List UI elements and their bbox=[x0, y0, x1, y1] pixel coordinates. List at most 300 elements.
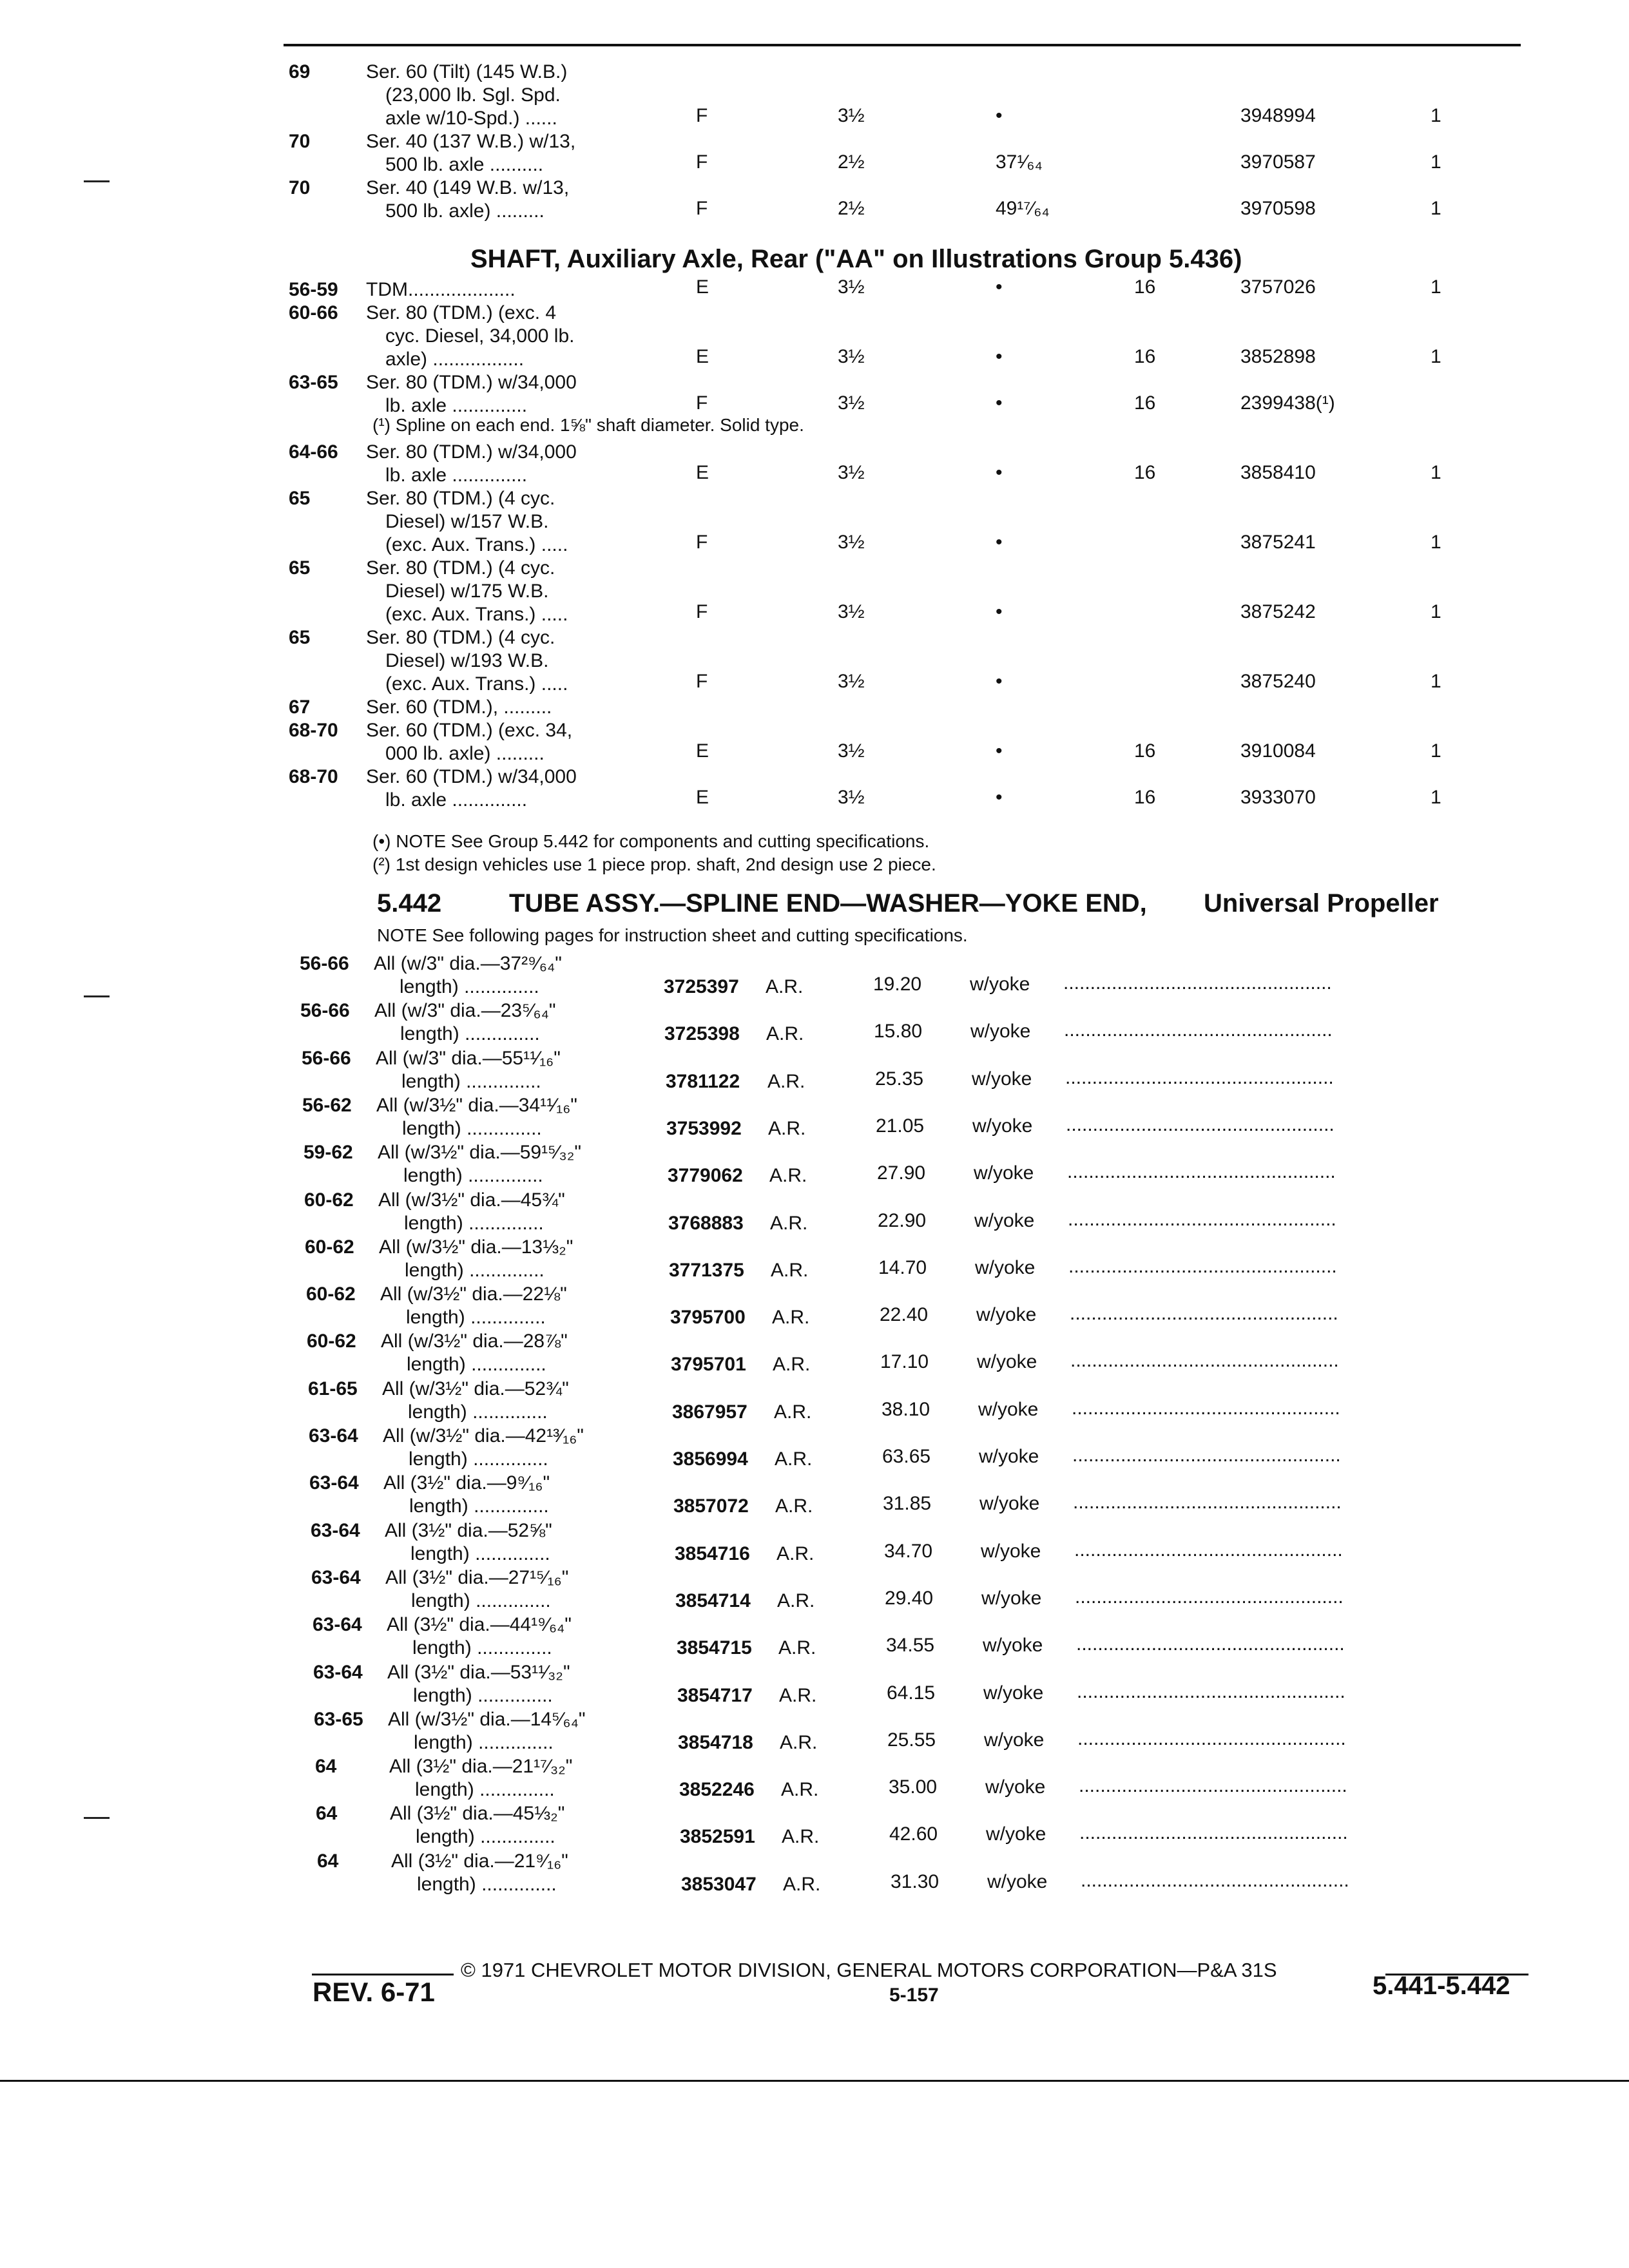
quantity: 1 bbox=[1431, 787, 1441, 808]
model-years: 68-70 bbox=[289, 766, 338, 787]
model-years: 60-62 bbox=[305, 1236, 354, 1258]
tube-assy-row bbox=[0, 1094, 1629, 1140]
length-mark: • bbox=[996, 392, 1003, 414]
dot-leader: .................................................. bbox=[1077, 1728, 1346, 1749]
size-code: F bbox=[696, 601, 708, 622]
dot-leader: .................................................. bbox=[1079, 1775, 1347, 1796]
model-years: 64 bbox=[315, 1756, 337, 1777]
description-line: All (w/3½" dia.—42¹³⁄₁₆" bbox=[383, 1425, 584, 1446]
tube-assy-row bbox=[0, 1236, 1629, 1282]
description-line: length) .............. bbox=[406, 1307, 546, 1328]
dot-leader: .................................................. bbox=[1066, 1114, 1335, 1135]
description-line: All (3½" dia.—9⁹⁄₁₆" bbox=[383, 1472, 550, 1494]
dot-leader: .................................................. bbox=[1068, 1209, 1336, 1230]
description-line: All (w/3½" dia.—34¹¹⁄₁₆" bbox=[376, 1095, 577, 1116]
part-number: 3970587 bbox=[1240, 151, 1316, 173]
model-years: 60-62 bbox=[304, 1189, 354, 1211]
size-code: F bbox=[696, 151, 708, 173]
quantity: 1 bbox=[1431, 740, 1441, 762]
part-number: 3948994 bbox=[1240, 105, 1316, 126]
description-line: 500 lb. axle) ......... bbox=[385, 200, 545, 222]
part-number: 3795701 bbox=[671, 1354, 746, 1375]
diameter: 3½ bbox=[838, 462, 865, 483]
part-row bbox=[0, 557, 1629, 626]
description-line: (exc. Aux. Trans.) ..... bbox=[385, 534, 568, 555]
dot-leader: .................................................. bbox=[1077, 1681, 1345, 1702]
tube-assy-row bbox=[0, 1141, 1629, 1187]
spline-count: 16 bbox=[1134, 276, 1156, 298]
as-required: A.R. bbox=[780, 1732, 818, 1753]
tube-assy-row bbox=[0, 1472, 1629, 1518]
yoke-note: w/yoke bbox=[970, 974, 1030, 995]
as-required: A.R. bbox=[768, 1118, 806, 1139]
description-line: 500 lb. axle .......... bbox=[385, 154, 544, 175]
spline-count: 16 bbox=[1134, 462, 1156, 483]
part-row bbox=[0, 487, 1629, 557]
spline-count: 16 bbox=[1134, 346, 1156, 367]
description-line: length) .............. bbox=[416, 1826, 555, 1847]
yoke-note: w/yoke bbox=[970, 1021, 1031, 1042]
tube-heading-subtitle: Universal Propeller bbox=[1204, 889, 1439, 918]
quantity: 1 bbox=[1431, 105, 1441, 126]
cut-length: 34.55 bbox=[886, 1635, 935, 1656]
dot-leader: .................................................. bbox=[1081, 1870, 1349, 1891]
description-line: lb. axle .............. bbox=[385, 465, 528, 486]
spline-count: 16 bbox=[1134, 392, 1156, 414]
as-required: A.R. bbox=[782, 1826, 820, 1847]
yoke-note: w/yoke bbox=[987, 1871, 1048, 1892]
cut-length: 27.90 bbox=[877, 1162, 926, 1184]
model-years: 70 bbox=[289, 131, 311, 152]
tube-assy-row bbox=[0, 999, 1629, 1046]
description-line: axle w/10-Spd.) ...... bbox=[385, 108, 557, 129]
tube-assy-row bbox=[0, 1661, 1629, 1707]
as-required: A.R. bbox=[771, 1260, 809, 1281]
dot-leader: .................................................. bbox=[1076, 1633, 1345, 1655]
diameter: 3½ bbox=[838, 105, 865, 126]
description-line: Ser. 60 (TDM.) (exc. 34, bbox=[366, 720, 573, 741]
description-line: length) .............. bbox=[404, 1213, 544, 1234]
part-number: 3854718 bbox=[678, 1732, 753, 1753]
as-required: A.R. bbox=[774, 1401, 812, 1423]
as-required: A.R. bbox=[781, 1779, 819, 1800]
tube-assy-row bbox=[0, 1802, 1629, 1849]
footer-rev: REV. 6-71 bbox=[313, 1977, 435, 2007]
part-number: 3757026 bbox=[1240, 276, 1316, 298]
diameter: 3½ bbox=[838, 276, 865, 298]
cut-length: 25.35 bbox=[875, 1068, 924, 1090]
tube-assy-row bbox=[0, 952, 1629, 999]
description-line: All (w/3½" dia.—59¹⁵⁄₃₂" bbox=[378, 1142, 582, 1163]
part-number: 3781122 bbox=[666, 1071, 740, 1092]
size-code: F bbox=[696, 392, 708, 414]
description-line: Ser. 60 (Tilt) (145 W.B.) bbox=[366, 61, 568, 82]
model-years: 63-64 bbox=[311, 1520, 360, 1541]
model-years: 56-59 bbox=[289, 279, 338, 300]
description-line: All (3½" dia.—52⅝" bbox=[385, 1520, 552, 1541]
model-years: 63-65 bbox=[314, 1709, 363, 1730]
footer-section-number: 5.441-5.442 bbox=[1373, 1972, 1510, 2000]
description-line: TDM.................... bbox=[366, 279, 516, 300]
cut-length: 14.70 bbox=[878, 1257, 927, 1278]
yoke-note: w/yoke bbox=[986, 1823, 1046, 1845]
description-line: Ser. 80 (TDM.) (4 cyc. bbox=[366, 488, 555, 509]
diameter: 3½ bbox=[838, 740, 865, 762]
description-line: Ser. 80 (TDM.) w/34,000 bbox=[366, 441, 577, 463]
yoke-note: w/yoke bbox=[976, 1304, 1037, 1325]
tube-assy-row bbox=[0, 1850, 1629, 1896]
yoke-note: w/yoke bbox=[979, 1493, 1040, 1514]
description-line: length) .............. bbox=[407, 1354, 546, 1375]
dot-leader: .................................................. bbox=[1079, 1822, 1348, 1843]
part-number: 3854717 bbox=[677, 1685, 753, 1706]
yoke-note: w/yoke bbox=[978, 1399, 1039, 1420]
spline-count: 16 bbox=[1134, 740, 1156, 762]
quantity: 1 bbox=[1431, 462, 1441, 483]
cut-length: 64.15 bbox=[887, 1682, 936, 1704]
yoke-note: w/yoke bbox=[981, 1588, 1042, 1609]
dot-leader: .................................................. bbox=[1073, 1492, 1342, 1513]
part-row bbox=[0, 130, 1629, 177]
length-mark: 37¹⁄₆₄ bbox=[996, 151, 1043, 173]
description-line: length) .............. bbox=[400, 976, 539, 997]
length-mark: • bbox=[996, 346, 1003, 367]
tube-assy-row bbox=[0, 1378, 1629, 1424]
description-line: length) .............. bbox=[402, 1118, 542, 1139]
yoke-note: w/yoke bbox=[983, 1635, 1043, 1656]
dot-leader: .................................................. bbox=[1074, 1539, 1343, 1561]
length-mark: • bbox=[996, 462, 1003, 483]
tube-heading-title: TUBE ASSY.—SPLINE END—WASHER—YOKE END, bbox=[509, 889, 1147, 918]
cut-length: 22.40 bbox=[880, 1304, 929, 1325]
description-line: (exc. Aux. Trans.) ..... bbox=[385, 673, 568, 695]
model-years: 56-66 bbox=[300, 1000, 350, 1021]
model-years: 63-64 bbox=[311, 1567, 361, 1588]
tube-assy-row bbox=[0, 1283, 1629, 1329]
cut-length: 34.70 bbox=[884, 1541, 933, 1562]
description-line: length) .............. bbox=[410, 1543, 550, 1564]
description-line: All (w/3½" dia.—22⅛" bbox=[380, 1283, 567, 1305]
diameter: 3½ bbox=[838, 671, 865, 692]
model-years: 67 bbox=[289, 697, 311, 718]
diameter: 2½ bbox=[838, 151, 865, 173]
cut-length: 15.80 bbox=[874, 1021, 923, 1042]
model-years: 64 bbox=[317, 1850, 339, 1872]
size-code: E bbox=[696, 276, 709, 298]
cut-length: 31.85 bbox=[883, 1493, 932, 1514]
description-line: All (3½" dia.—21¹⁷⁄₃₂" bbox=[389, 1756, 573, 1777]
dot-leader: .................................................. bbox=[1068, 1256, 1337, 1277]
size-code: E bbox=[696, 740, 709, 762]
length-mark: • bbox=[996, 601, 1003, 622]
cut-length: 35.00 bbox=[889, 1776, 938, 1798]
model-years: 64 bbox=[316, 1803, 338, 1824]
as-required: A.R. bbox=[766, 1023, 804, 1044]
description-line: lb. axle .............. bbox=[385, 395, 528, 416]
part-number: 3910084 bbox=[1240, 740, 1316, 762]
yoke-note: w/yoke bbox=[984, 1729, 1045, 1751]
model-years: 64-66 bbox=[289, 441, 338, 463]
diameter: 2½ bbox=[838, 198, 865, 219]
part-number: 3867957 bbox=[672, 1401, 747, 1423]
tube-assy-row bbox=[0, 1613, 1629, 1660]
part-number: 3856994 bbox=[673, 1448, 748, 1470]
tube-assy-row bbox=[0, 1708, 1629, 1754]
model-years: 56-62 bbox=[302, 1095, 352, 1116]
as-required: A.R. bbox=[777, 1590, 815, 1611]
description-line: length) .............. bbox=[401, 1071, 541, 1092]
model-years: 56-66 bbox=[302, 1048, 351, 1069]
model-years: 63-64 bbox=[309, 1425, 358, 1446]
description-line: (23,000 lb. Sgl. Spd. bbox=[385, 84, 561, 106]
length-mark: • bbox=[996, 276, 1003, 298]
cut-length: 21.05 bbox=[876, 1115, 925, 1137]
dot-leader: .................................................. bbox=[1067, 1161, 1336, 1182]
part-number: 3854716 bbox=[675, 1543, 750, 1564]
as-required: A.R. bbox=[770, 1213, 808, 1234]
cut-length: 42.60 bbox=[889, 1823, 938, 1845]
model-years: 63-64 bbox=[309, 1472, 359, 1494]
description-line: Ser. 40 (149 W.B. w/13, bbox=[366, 177, 570, 198]
description-line: Diesel) w/157 W.B. bbox=[385, 511, 549, 532]
part-number: 3875241 bbox=[1240, 532, 1316, 553]
footer-page-number: 5-157 bbox=[889, 1984, 939, 2006]
description-line: Ser. 80 (TDM.) (4 cyc. bbox=[366, 627, 555, 648]
part-row bbox=[0, 626, 1629, 696]
part-number: 3725397 bbox=[664, 976, 739, 997]
model-years: 65 bbox=[289, 627, 311, 648]
model-years: 68-70 bbox=[289, 720, 338, 741]
part-number: 3795700 bbox=[670, 1307, 746, 1328]
tube-heading-number: 5.442 bbox=[377, 889, 442, 918]
diameter: 3½ bbox=[838, 532, 865, 553]
part-number: 2399438(¹) bbox=[1240, 392, 1335, 414]
quantity: 1 bbox=[1431, 601, 1441, 622]
part-number: 3852591 bbox=[680, 1826, 755, 1847]
length-mark: • bbox=[996, 105, 1003, 126]
part-number: 3970598 bbox=[1240, 198, 1316, 219]
top-rule bbox=[284, 44, 1521, 46]
yoke-note: w/yoke bbox=[977, 1351, 1037, 1372]
tube-note: NOTE See following pages for instruction sheet and cutting specifications. bbox=[377, 925, 968, 945]
cut-length: 22.90 bbox=[878, 1210, 927, 1231]
description-line: All (w/3½" dia.—28⅞" bbox=[381, 1331, 568, 1352]
part-number: 3854715 bbox=[677, 1637, 752, 1658]
model-years: 63-65 bbox=[289, 372, 338, 393]
as-required: A.R. bbox=[779, 1685, 817, 1706]
description-line: length) .............. bbox=[409, 1448, 548, 1470]
description-line: Ser. 80 (TDM.) (exc. 4 bbox=[366, 302, 557, 323]
tube-assy-row bbox=[0, 1425, 1629, 1471]
dot-leader: .................................................. bbox=[1070, 1303, 1338, 1324]
part-number: 3768883 bbox=[668, 1213, 744, 1234]
length-mark: • bbox=[996, 532, 1003, 553]
description-line: Diesel) w/175 W.B. bbox=[385, 581, 549, 602]
footer-copyright: © 1971 CHEVROLET MOTOR DIVISION, GENERAL MOTORS CORPORATION—P&A 31S bbox=[461, 1959, 1277, 1981]
description-line: Ser. 80 (TDM.) w/34,000 bbox=[366, 372, 577, 393]
yoke-note: w/yoke bbox=[972, 1068, 1032, 1090]
description-line: All (3½" dia.—27¹⁵⁄₁₆" bbox=[385, 1567, 569, 1588]
tube-assy-row bbox=[0, 1566, 1629, 1613]
description-line: length) .............. bbox=[403, 1165, 543, 1186]
model-years: 65 bbox=[289, 557, 311, 579]
part-row bbox=[0, 696, 1629, 719]
as-required: A.R. bbox=[773, 1354, 811, 1375]
cut-length: 19.20 bbox=[873, 974, 922, 995]
model-years: 59-62 bbox=[304, 1142, 353, 1163]
description-line: (exc. Aux. Trans.) ..... bbox=[385, 604, 568, 625]
cut-length: 63.65 bbox=[882, 1446, 931, 1467]
part-row bbox=[0, 719, 1629, 765]
part-number: 3875240 bbox=[1240, 671, 1316, 692]
tube-assy-row bbox=[0, 1189, 1629, 1235]
size-code: E bbox=[696, 787, 709, 808]
cut-length: 38.10 bbox=[882, 1399, 930, 1420]
model-years: 60-62 bbox=[306, 1283, 356, 1305]
model-years: 63-64 bbox=[313, 1662, 363, 1683]
description-line: All (w/3½" dia.—13⅓₂" bbox=[379, 1236, 574, 1258]
part-row bbox=[0, 765, 1629, 812]
as-required: A.R. bbox=[775, 1495, 813, 1517]
description-line: Diesel) w/193 W.B. bbox=[385, 650, 549, 671]
size-code: F bbox=[696, 532, 708, 553]
dot-leader: .................................................. bbox=[1065, 1067, 1334, 1088]
description-line: Ser. 40 (137 W.B.) w/13, bbox=[366, 131, 576, 152]
part-number: 3779062 bbox=[668, 1165, 743, 1186]
cut-length: 25.55 bbox=[887, 1729, 936, 1751]
part-number: 3853047 bbox=[681, 1874, 757, 1895]
bottom-rule bbox=[0, 2080, 1629, 2082]
length-mark: • bbox=[996, 787, 1003, 808]
shaft-heading: SHAFT, Auxiliary Axle, Rear ("AA" on Illustrations Group 5.436) bbox=[470, 245, 1242, 273]
quantity: 1 bbox=[1431, 198, 1441, 219]
diameter: 3½ bbox=[838, 346, 865, 367]
model-years: 60-66 bbox=[289, 302, 338, 323]
diameter: 3½ bbox=[838, 787, 865, 808]
description-line: All (w/3" dia.—23⁵⁄₆₄" bbox=[374, 1000, 556, 1021]
part-number: 3875242 bbox=[1240, 601, 1316, 622]
model-years: 65 bbox=[289, 488, 311, 509]
yoke-note: w/yoke bbox=[974, 1162, 1034, 1184]
description-line: All (w/3" dia.—55¹¹⁄₁₆" bbox=[376, 1048, 561, 1069]
diameter: 3½ bbox=[838, 392, 865, 414]
part-number: 3852246 bbox=[679, 1779, 755, 1800]
quantity: 1 bbox=[1431, 532, 1441, 553]
part-number: 3771375 bbox=[669, 1260, 744, 1281]
description-line: length) .............. bbox=[400, 1023, 540, 1044]
model-years: 60-62 bbox=[307, 1331, 356, 1352]
model-years: 70 bbox=[289, 177, 311, 198]
quantity: 1 bbox=[1431, 671, 1441, 692]
description-line: cyc. Diesel, 34,000 lb. bbox=[385, 325, 575, 347]
quantity: 1 bbox=[1431, 151, 1441, 173]
length-mark: • bbox=[996, 740, 1003, 762]
description-line: All (3½" dia.—44¹⁹⁄₆₄" bbox=[387, 1614, 572, 1635]
size-code: F bbox=[696, 105, 708, 126]
description-line: length) .............. bbox=[414, 1732, 554, 1753]
part-number: 3725398 bbox=[664, 1023, 740, 1044]
part-number: 3933070 bbox=[1240, 787, 1316, 808]
description-line: length) .............. bbox=[411, 1590, 551, 1611]
dot-leader: .................................................. bbox=[1075, 1586, 1344, 1608]
tube-assy-row bbox=[0, 1330, 1629, 1376]
as-required: A.R. bbox=[776, 1543, 815, 1564]
shaft-note-design: (²) 1st design vehicles use 1 piece prop. shaft, 2nd design use 2 piece. bbox=[372, 854, 936, 874]
tube-assy-row bbox=[0, 1755, 1629, 1802]
part-number: 3753992 bbox=[666, 1118, 742, 1139]
description-line: lb. axle .............. bbox=[385, 789, 528, 811]
yoke-note: w/yoke bbox=[974, 1210, 1035, 1231]
cut-length: 31.30 bbox=[891, 1871, 940, 1892]
model-years: 61-65 bbox=[308, 1378, 358, 1399]
description-line: length) .............. bbox=[405, 1260, 545, 1281]
quantity: 1 bbox=[1431, 346, 1441, 367]
description-line: Ser. 60 (TDM.) w/34,000 bbox=[366, 766, 577, 787]
model-years: 56-66 bbox=[300, 953, 349, 974]
cut-length: 29.40 bbox=[885, 1588, 934, 1609]
yoke-note: w/yoke bbox=[983, 1682, 1044, 1704]
length-mark: • bbox=[996, 671, 1003, 692]
description-line: All (3½" dia.—45⅓₂" bbox=[390, 1803, 565, 1824]
as-required: A.R. bbox=[772, 1307, 810, 1328]
shaft-note-components: (•) NOTE See Group 5.442 for components and cutting specifications. bbox=[372, 831, 930, 851]
as-required: A.R. bbox=[783, 1874, 821, 1895]
yoke-note: w/yoke bbox=[979, 1446, 1039, 1467]
part-number: 3858410 bbox=[1240, 462, 1316, 483]
yoke-note: w/yoke bbox=[975, 1257, 1036, 1278]
description-line: length) .............. bbox=[415, 1779, 555, 1800]
description-line: All (w/3½" dia.—45¾" bbox=[378, 1189, 565, 1211]
description-line: All (w/3" dia.—37²⁹⁄₆₄" bbox=[374, 953, 562, 974]
size-code: E bbox=[696, 462, 709, 483]
part-row bbox=[0, 441, 1629, 487]
description-line: All (w/3½" dia.—52¾" bbox=[382, 1378, 569, 1399]
description-line: Ser. 80 (TDM.) (4 cyc. bbox=[366, 557, 555, 579]
dot-leader: .................................................. bbox=[1063, 972, 1332, 994]
cut-length: 17.10 bbox=[880, 1351, 929, 1372]
as-required: A.R. bbox=[775, 1448, 813, 1470]
dot-leader: .................................................. bbox=[1064, 1019, 1333, 1041]
description-line: All (w/3½" dia.—14⁵⁄₆₄" bbox=[388, 1709, 586, 1730]
dot-leader: .................................................. bbox=[1072, 1445, 1341, 1466]
part-row bbox=[0, 302, 1629, 371]
size-code: F bbox=[696, 671, 708, 692]
part-number: 3857072 bbox=[673, 1495, 749, 1517]
quantity: 1 bbox=[1431, 276, 1441, 298]
description-line: length) .............. bbox=[417, 1874, 557, 1895]
description-line: length) .............. bbox=[408, 1401, 548, 1423]
size-code: F bbox=[696, 198, 708, 219]
model-years: 69 bbox=[289, 61, 311, 82]
description-line: length) .............. bbox=[412, 1637, 552, 1658]
as-required: A.R. bbox=[778, 1637, 816, 1658]
tube-assy-row bbox=[0, 1047, 1629, 1093]
description-line: 000 lb. axle) ......... bbox=[385, 743, 545, 764]
size-code: E bbox=[696, 346, 709, 367]
diameter: 3½ bbox=[838, 601, 865, 622]
yoke-note: w/yoke bbox=[981, 1541, 1041, 1562]
tube-assy-row bbox=[0, 1519, 1629, 1566]
dot-leader: .................................................. bbox=[1072, 1398, 1340, 1419]
length-mark: 49¹⁷⁄₆₄ bbox=[996, 198, 1050, 219]
description-line: All (3½" dia.—21⁹⁄₁₆" bbox=[391, 1850, 568, 1872]
part-row bbox=[0, 278, 1629, 302]
part-row bbox=[0, 61, 1629, 130]
part-number: 3854714 bbox=[675, 1590, 751, 1611]
as-required: A.R. bbox=[767, 1071, 805, 1092]
part-row bbox=[0, 371, 1629, 418]
description-line: Ser. 60 (TDM.), ......... bbox=[366, 697, 552, 718]
